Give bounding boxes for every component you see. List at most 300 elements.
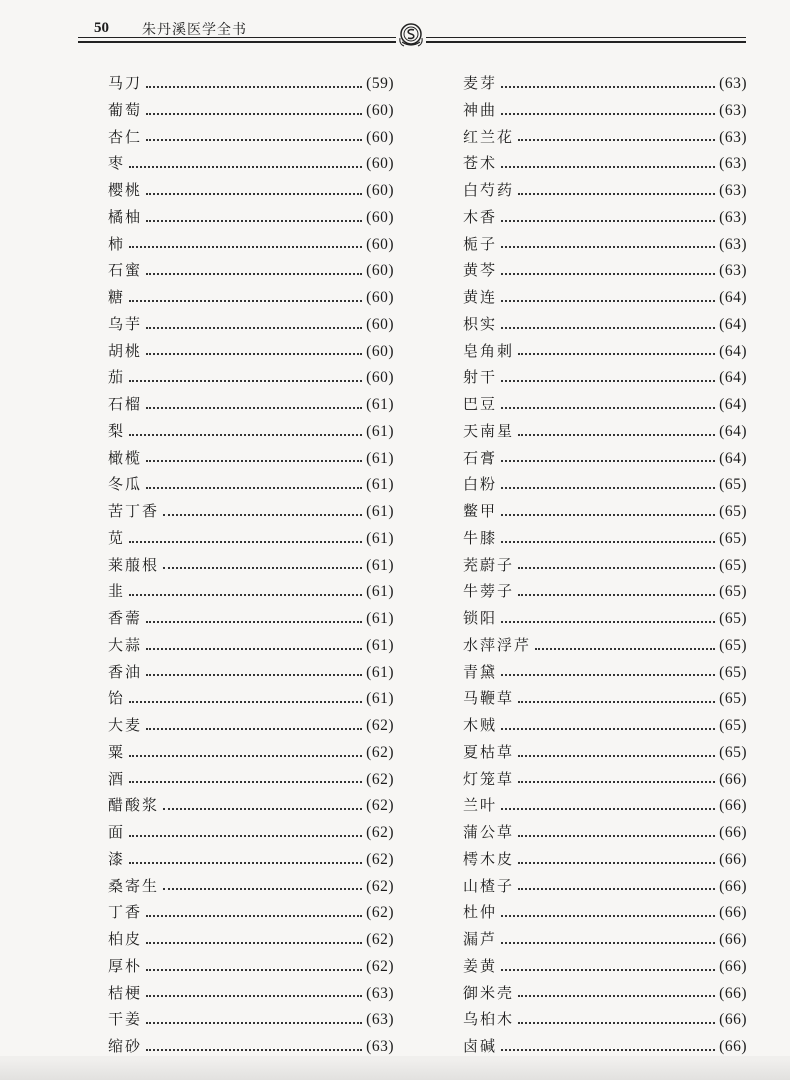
- dot-leader: [146, 459, 362, 462]
- index-entry: [108, 819, 394, 846]
- index-entry: [108, 605, 394, 632]
- entry-name: 漆: [108, 849, 126, 868]
- dot-leader: [518, 887, 715, 890]
- entry-name: 水萍浮芹: [463, 635, 532, 654]
- entry-name: 胡桃: [108, 341, 143, 360]
- entry-page-number: (61): [366, 503, 394, 520]
- entry-page-number: (60): [366, 182, 394, 199]
- index-entry: [108, 150, 394, 177]
- entry-name: 石膏: [463, 448, 498, 467]
- entry-name: 樗木皮: [463, 849, 515, 868]
- entry-page-number: (65): [719, 583, 747, 601]
- index-entry: [108, 578, 394, 605]
- entry-page-number: (63): [366, 984, 394, 1002]
- dot-leader: [501, 379, 715, 382]
- entry-name: 马刀: [108, 74, 143, 92]
- publisher-emblem-icon: [396, 20, 426, 50]
- entry-name: 射干: [463, 368, 498, 387]
- entry-name: 醋酸浆: [108, 796, 160, 815]
- entry-page-number: (61): [366, 636, 394, 654]
- dot-leader: [129, 780, 362, 783]
- entry-page-number: (64): [719, 315, 747, 333]
- index-entry: [108, 284, 394, 311]
- entry-page-number: (63): [719, 235, 747, 253]
- index-entry: [108, 1006, 394, 1033]
- dot-leader: [163, 807, 362, 810]
- dot-leader: [501, 406, 715, 409]
- entry-name: 红兰花: [463, 127, 515, 146]
- dot-leader: [129, 245, 362, 248]
- entry-name: 杏仁: [108, 127, 143, 146]
- index-entry: [108, 231, 394, 258]
- entry-page-number: (61): [366, 396, 394, 413]
- index-entry: [108, 980, 394, 1007]
- index-entry: [108, 311, 394, 338]
- index-entry: [463, 391, 747, 418]
- entry-page-number: (65): [719, 717, 747, 734]
- entry-page-number: (60): [366, 208, 394, 226]
- entry-page-number: (64): [719, 289, 747, 306]
- index-entry: [463, 124, 747, 151]
- dot-leader: [129, 165, 362, 168]
- dot-leader: [146, 1021, 362, 1024]
- entry-name: 兰叶: [463, 796, 498, 815]
- entry-page-number: (62): [366, 717, 394, 734]
- entry-page-number: (66): [719, 850, 747, 868]
- entry-page-number: (65): [719, 529, 747, 547]
- entry-name: 大蒜: [108, 635, 143, 654]
- entry-name: 柿: [108, 234, 126, 253]
- entry-name: 青黛: [463, 662, 498, 681]
- index-entry: [463, 1006, 747, 1033]
- dot-leader: [146, 994, 362, 997]
- index-column-left: [108, 70, 394, 1060]
- entry-page-number: (62): [366, 770, 394, 788]
- index-entry: [463, 204, 747, 231]
- index-column-right: [463, 70, 747, 1060]
- dot-leader: [146, 647, 362, 650]
- dot-leader: [535, 647, 715, 650]
- dot-leader: [501, 272, 715, 275]
- index-entry: [463, 605, 747, 632]
- entry-page-number: (61): [366, 529, 394, 547]
- index-entry: [463, 578, 747, 605]
- entry-name: 桑寄生: [108, 876, 160, 895]
- entry-name: 苋: [108, 528, 126, 547]
- entry-name: 茄: [108, 368, 126, 387]
- entry-page-number: (62): [366, 850, 394, 868]
- entry-name: 蒲公草: [463, 823, 515, 841]
- dot-leader: [146, 326, 362, 329]
- entry-page-number: (63): [719, 155, 747, 173]
- index-entry: [108, 471, 394, 498]
- entry-name: 丁香: [108, 903, 143, 922]
- index-entry: [463, 926, 747, 953]
- entry-name: 桔梗: [108, 983, 143, 1002]
- entry-page-number: (66): [719, 797, 747, 815]
- dot-leader: [129, 299, 362, 302]
- index-entry: [108, 792, 394, 819]
- dot-leader: [163, 887, 362, 890]
- dot-leader: [501, 85, 715, 88]
- dot-leader: [501, 486, 715, 489]
- entry-page-number: (62): [366, 797, 394, 815]
- entry-page-number: (63): [366, 1011, 394, 1029]
- entry-page-number: (66): [719, 1011, 747, 1029]
- entry-page-number: (66): [719, 877, 747, 895]
- dot-leader: [501, 299, 715, 302]
- dot-leader: [146, 406, 362, 409]
- dot-leader: [501, 513, 715, 516]
- index-entry: [108, 632, 394, 659]
- entry-page-number: (66): [719, 770, 747, 788]
- entry-page-number: (61): [366, 556, 394, 574]
- dot-leader: [518, 192, 715, 195]
- entry-name: 樱桃: [108, 181, 143, 199]
- entry-name: 御米壳: [463, 983, 515, 1002]
- entry-page-number: (65): [719, 556, 747, 574]
- entry-name: 冬瓜: [108, 475, 143, 494]
- index-entry: [463, 552, 747, 579]
- entry-name: 柏皮: [108, 930, 143, 948]
- index-entry: [463, 70, 747, 97]
- entry-name: 莱菔根: [108, 555, 160, 574]
- entry-name: 木贼: [463, 716, 498, 734]
- index-entry: [108, 766, 394, 793]
- entry-page-number: (61): [366, 449, 394, 467]
- dot-leader: [146, 192, 362, 195]
- index-entry: [463, 712, 747, 739]
- index-entry: [463, 257, 747, 284]
- entry-page-number: (64): [719, 342, 747, 360]
- dot-leader: [501, 673, 715, 676]
- entry-page-number: (61): [366, 583, 394, 601]
- entry-name: 酒: [108, 769, 126, 788]
- entry-name: 葡萄: [108, 100, 143, 119]
- entry-page-number: (63): [366, 1038, 394, 1055]
- entry-page-number: (65): [719, 476, 747, 494]
- dot-leader: [518, 994, 715, 997]
- index-entry: [463, 792, 747, 819]
- entry-name: 卤碱: [463, 1037, 498, 1055]
- entry-name: 饴: [108, 689, 126, 708]
- page-number: 50: [94, 20, 109, 36]
- index-entry: [108, 552, 394, 579]
- entry-page-number: (62): [366, 904, 394, 922]
- entry-page-number: (65): [719, 743, 747, 761]
- index-entry: [108, 926, 394, 953]
- entry-page-number: (66): [719, 1038, 747, 1055]
- index-entry: [463, 311, 747, 338]
- index-entry: [108, 257, 394, 284]
- dot-leader: [501, 219, 715, 222]
- entry-name: 神曲: [463, 100, 498, 119]
- index-entry: [463, 819, 747, 846]
- entry-page-number: (63): [719, 182, 747, 199]
- entry-name: 山楂子: [463, 876, 515, 895]
- entry-name: 糖: [108, 288, 126, 306]
- index-entry: [108, 498, 394, 525]
- dot-leader: [146, 727, 362, 730]
- entry-page-number: (60): [366, 369, 394, 387]
- index-entry: [463, 980, 747, 1007]
- entry-name: 干姜: [108, 1010, 143, 1029]
- dot-leader: [146, 352, 362, 355]
- entry-name: 夏枯草: [463, 742, 515, 761]
- dot-leader: [146, 914, 362, 917]
- index-entry: [108, 418, 394, 445]
- index-entry: [463, 177, 747, 204]
- dot-leader: [518, 593, 715, 596]
- entry-name: 白粉: [463, 475, 498, 494]
- index-entry: [463, 498, 747, 525]
- index-entry: [463, 338, 747, 365]
- entry-name: 黄芩: [463, 261, 498, 280]
- index-entry: [108, 525, 394, 552]
- entry-name: 鳖甲: [463, 502, 498, 520]
- dot-leader: [129, 379, 362, 382]
- entry-page-number: (64): [719, 449, 747, 467]
- dot-leader: [146, 272, 362, 275]
- entry-page-number: (60): [366, 342, 394, 360]
- entry-page-number: (64): [719, 422, 747, 440]
- entry-page-number: (61): [366, 610, 394, 627]
- entry-name: 面: [108, 823, 126, 841]
- page-shadow: [0, 1060, 790, 1080]
- dot-leader: [501, 540, 715, 543]
- dot-leader: [501, 914, 715, 917]
- index-entry: [108, 659, 394, 686]
- dot-leader: [501, 727, 715, 730]
- index-entry: [463, 284, 747, 311]
- dot-leader: [518, 780, 715, 783]
- entry-page-number: (61): [366, 690, 394, 708]
- index-entry: [108, 364, 394, 391]
- index-entry: [108, 70, 394, 97]
- index-entry: [463, 525, 747, 552]
- dot-leader: [129, 700, 362, 703]
- dot-leader: [518, 352, 715, 355]
- index-entry: [463, 846, 747, 873]
- dot-leader: [501, 326, 715, 329]
- entry-name: 梨: [108, 421, 126, 440]
- book-title: 朱丹溪医学全书: [142, 22, 247, 38]
- dot-leader: [163, 566, 362, 569]
- entry-page-number: (62): [366, 824, 394, 841]
- dot-leader: [501, 165, 715, 168]
- entry-page-number: (65): [719, 690, 747, 708]
- index-entry: [463, 364, 747, 391]
- index-entry: [108, 685, 394, 712]
- index-entry: [108, 739, 394, 766]
- entry-page-number: (60): [366, 289, 394, 306]
- index-entry: [108, 846, 394, 873]
- entry-page-number: (65): [719, 610, 747, 627]
- index-entry: [463, 445, 747, 472]
- entry-name: 香薷: [108, 609, 143, 627]
- dot-leader: [129, 433, 362, 436]
- entry-name: 乌桕木: [463, 1010, 515, 1029]
- entry-page-number: (62): [366, 877, 394, 895]
- dot-leader: [129, 861, 362, 864]
- entry-name: 苦丁香: [108, 502, 160, 520]
- dot-leader: [146, 941, 362, 944]
- dot-leader: [163, 513, 362, 516]
- index-entry: [108, 391, 394, 418]
- entry-name: 大麦: [108, 716, 143, 734]
- dot-leader: [501, 245, 715, 248]
- entry-name: 厚朴: [108, 956, 143, 975]
- index-entry: [108, 204, 394, 231]
- dot-leader: [129, 540, 362, 543]
- index-entry: [108, 899, 394, 926]
- index-entry: [108, 124, 394, 151]
- index-entry: [463, 659, 747, 686]
- dot-leader: [518, 566, 715, 569]
- entry-name: 乌芋: [108, 314, 143, 333]
- entry-page-number: (61): [366, 663, 394, 681]
- entry-page-number: (60): [366, 235, 394, 253]
- entry-name: 天南星: [463, 421, 515, 440]
- entry-name: 木香: [463, 207, 498, 226]
- index-entry: [463, 231, 747, 258]
- dot-leader: [146, 620, 362, 623]
- index-entry: [463, 97, 747, 124]
- dot-leader: [501, 807, 715, 810]
- index-entry: [463, 685, 747, 712]
- entry-name: 粟: [108, 742, 126, 761]
- dot-leader: [501, 941, 715, 944]
- entry-page-number: (66): [719, 984, 747, 1002]
- entry-page-number: (66): [719, 904, 747, 922]
- entry-page-number: (60): [366, 101, 394, 119]
- entry-page-number: (63): [719, 128, 747, 146]
- entry-name: 杜仲: [463, 903, 498, 922]
- entry-name: 白芍药: [463, 181, 515, 199]
- dot-leader: [146, 85, 362, 88]
- entry-name: 香油: [108, 662, 143, 681]
- dot-leader: [501, 1048, 715, 1051]
- entry-page-number: (63): [719, 75, 747, 92]
- index-entry: [108, 338, 394, 365]
- entry-name: 牛蒡子: [463, 582, 515, 601]
- entry-page-number: (62): [366, 931, 394, 948]
- entry-name: 茺蔚子: [463, 555, 515, 574]
- entry-name: 姜黄: [463, 956, 498, 975]
- dot-leader: [501, 968, 715, 971]
- dot-leader: [146, 219, 362, 222]
- entry-page-number: (66): [719, 824, 747, 841]
- dot-leader: [129, 754, 362, 757]
- entry-name: 皂角刺: [463, 341, 515, 360]
- dot-leader: [129, 593, 362, 596]
- entry-page-number: (66): [719, 931, 747, 948]
- index-entry: [108, 953, 394, 980]
- dot-leader: [146, 112, 362, 115]
- index-entry: [108, 445, 394, 472]
- entry-name: 枳实: [463, 314, 498, 333]
- entry-name: 石榴: [108, 395, 143, 413]
- entry-page-number: (65): [719, 663, 747, 681]
- index-entry: [463, 766, 747, 793]
- dot-leader: [518, 861, 715, 864]
- entry-name: 缩砂: [108, 1037, 143, 1055]
- entry-name: 橘柚: [108, 207, 143, 226]
- entry-name: 石蜜: [108, 261, 143, 280]
- entry-page-number: (64): [719, 396, 747, 413]
- entry-name: 黄连: [463, 288, 498, 306]
- dot-leader: [501, 459, 715, 462]
- entry-name: 韭: [108, 582, 126, 601]
- entry-page-number: (62): [366, 743, 394, 761]
- dot-leader: [518, 834, 715, 837]
- dot-leader: [518, 700, 715, 703]
- dot-leader: [146, 486, 362, 489]
- index-entry: [108, 873, 394, 900]
- index-entry: [463, 471, 747, 498]
- dot-leader: [518, 1021, 715, 1024]
- index-entry: [463, 150, 747, 177]
- dot-leader: [501, 620, 715, 623]
- dot-leader: [129, 834, 362, 837]
- entry-name: 锁阳: [463, 609, 498, 627]
- index-entry: [108, 97, 394, 124]
- entry-page-number: (66): [719, 957, 747, 975]
- entry-page-number: (63): [719, 101, 747, 119]
- index-entry: [463, 632, 747, 659]
- entry-name: 枣: [108, 154, 126, 173]
- dot-leader: [518, 433, 715, 436]
- entry-page-number: (64): [719, 369, 747, 387]
- dot-leader: [146, 1048, 362, 1051]
- entry-name: 栀子: [463, 234, 498, 253]
- index-entry: [463, 953, 747, 980]
- dot-leader: [501, 112, 715, 115]
- index-entry: [463, 899, 747, 926]
- index-entry: [463, 873, 747, 900]
- index-entry: [108, 177, 394, 204]
- entry-page-number: (61): [366, 422, 394, 440]
- dot-leader: [518, 754, 715, 757]
- dot-leader: [146, 673, 362, 676]
- entry-page-number: (62): [366, 957, 394, 975]
- entry-page-number: (60): [366, 128, 394, 146]
- index-entry: [463, 418, 747, 445]
- entry-page-number: (60): [366, 262, 394, 280]
- entry-page-number: (59): [366, 75, 394, 92]
- entry-page-number: (61): [366, 476, 394, 494]
- entry-name: 苍术: [463, 154, 498, 173]
- entry-page-number: (65): [719, 636, 747, 654]
- index-entry: [108, 712, 394, 739]
- dot-leader: [146, 138, 362, 141]
- entry-page-number: (60): [366, 155, 394, 173]
- running-header: [78, 14, 746, 48]
- index-entry: [463, 739, 747, 766]
- entry-name: 灯笼草: [463, 769, 515, 788]
- entry-name: 巴豆: [463, 395, 498, 413]
- entry-page-number: (65): [719, 503, 747, 520]
- dot-leader: [518, 138, 715, 141]
- entry-page-number: (60): [366, 315, 394, 333]
- entry-page-number: (63): [719, 262, 747, 280]
- entry-name: 马鞭草: [463, 689, 515, 708]
- entry-name: 漏芦: [463, 930, 498, 948]
- dot-leader: [146, 968, 362, 971]
- entry-name: 牛膝: [463, 528, 498, 547]
- entry-page-number: (63): [719, 208, 747, 226]
- entry-name: 麦芽: [463, 74, 498, 92]
